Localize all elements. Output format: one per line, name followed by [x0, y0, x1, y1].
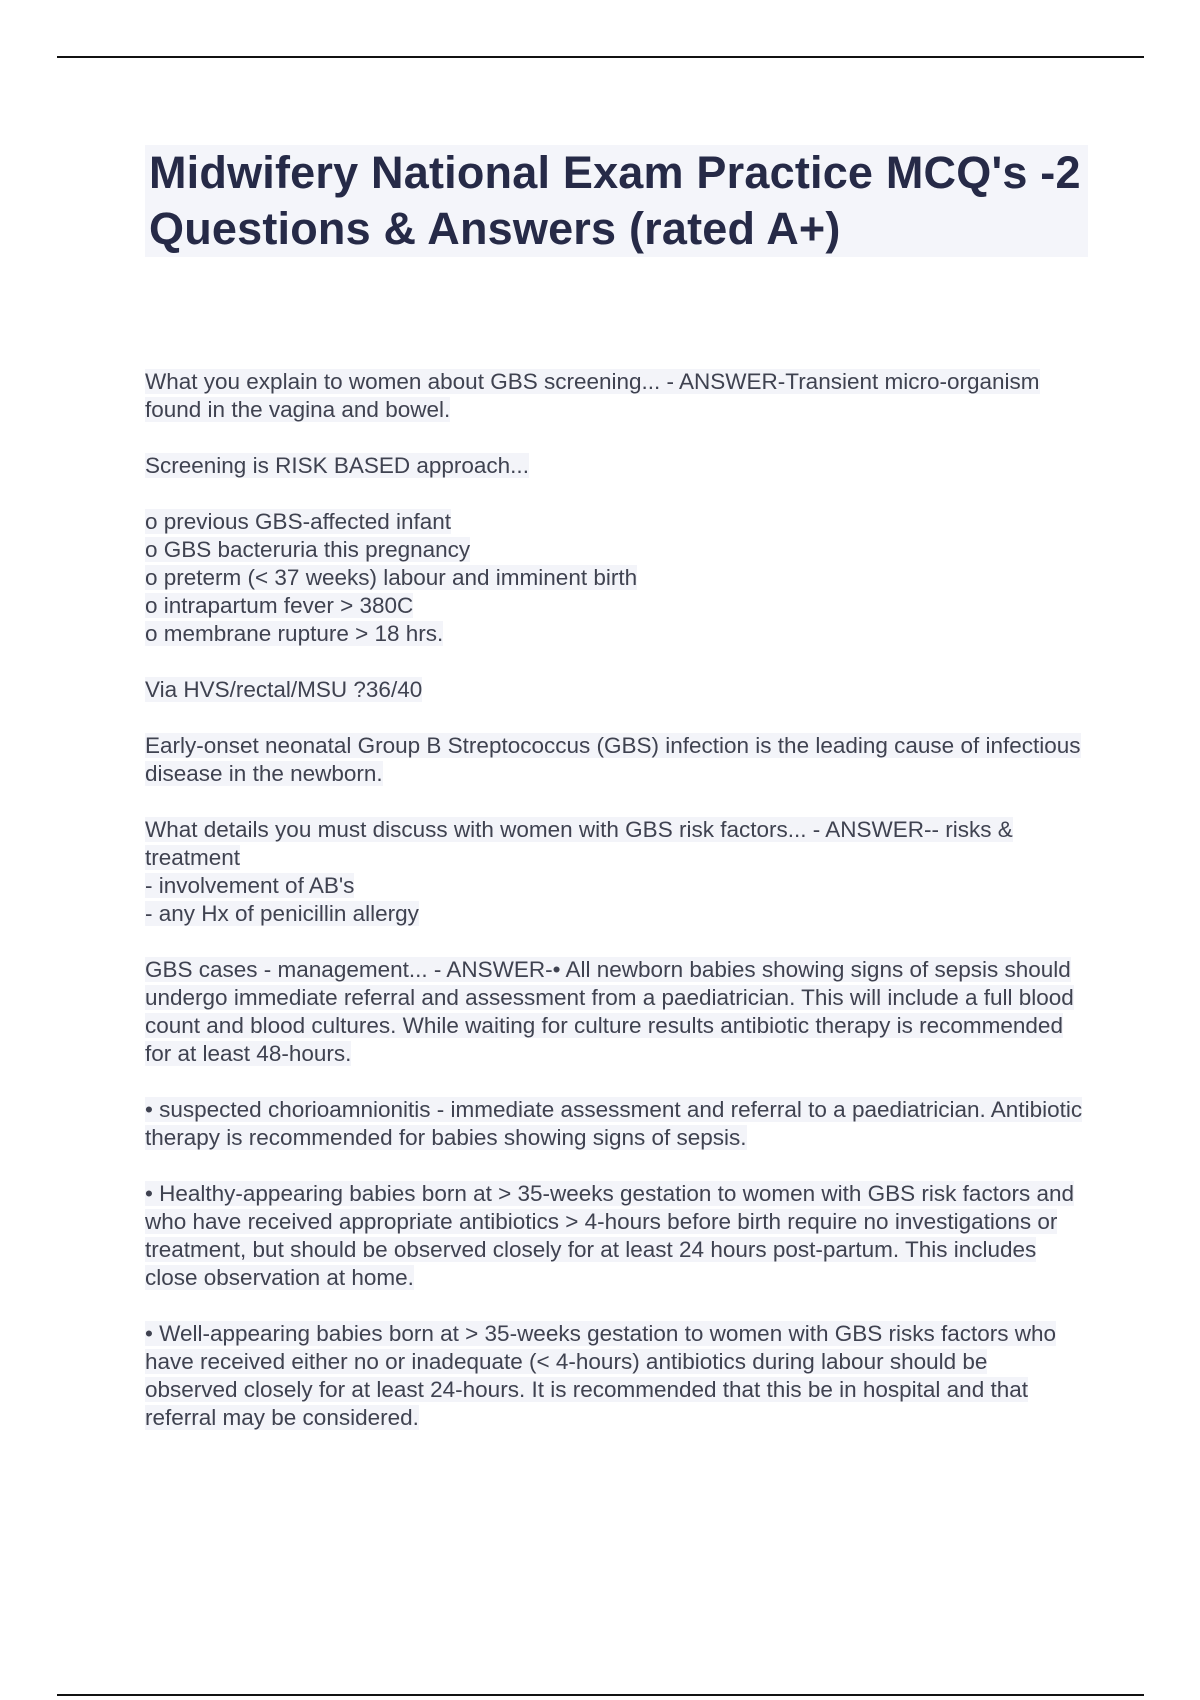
list-item-text: o previous GBS-affected infant	[145, 509, 452, 534]
title-block	[145, 145, 1088, 257]
list-item-text: o preterm (< 37 weeks) labour and imminent birth	[145, 565, 638, 590]
answer-text: GBS cases - management... - ANSWER-• All newborn babies showing signs of sepsis should undergo immediate referral and assessment from a paediatrician. This will include a full blood count and blood cultures. While waiting for culture results antibiotic therapy is recommended for at least 48-hours.	[145, 957, 1074, 1066]
paragraph-text: • Healthy-appearing babies born at > 35-weeks gestation to women with GBS risk factors and who have received appropriate antibiotics > 4-hours before birth require no investigations or treatment, but should be observed closely for at least 24 hours post-partum. This includes close observation at home.	[145, 1181, 1074, 1290]
paragraph	[145, 732, 1085, 788]
page-title: Midwifery National Exam Practice MCQ's -2 Questions & Answers (rated A+)	[149, 147, 1081, 254]
bottom-divider	[57, 1694, 1144, 1696]
risk-factor-list	[145, 508, 1085, 648]
list-item	[145, 508, 1085, 536]
list-item-text: o membrane rupture > 18 hrs.	[145, 621, 444, 646]
paragraph	[145, 452, 1085, 480]
paragraph-text: Screening is RISK BASED approach...	[145, 453, 529, 478]
answer-text: What details you must discuss with women with GBS risk factors... - ANSWER-- risks & treatment	[145, 817, 1013, 870]
paragraph-text: Early-onset neonatal Group B Streptococcus (GBS) infection is the leading cause of infectious disease in the newborn.	[145, 733, 1081, 786]
answer-text: What you explain to women about GBS screening... - ANSWER-Transient micro-organism found in the vagina and bowel.	[145, 369, 1040, 422]
paragraph-text: Via HVS/rectal/MSU ?36/40	[145, 677, 423, 702]
paragraph	[145, 1180, 1085, 1292]
top-divider	[57, 56, 1144, 58]
paragraph-text: • suspected chorioamnionitis - immediate assessment and referral to a paediatrician. Antibiotic therapy is recommended for babies showing signs of sepsis.	[145, 1097, 1083, 1150]
list-item-text: o GBS bacteruria this pregnancy	[145, 537, 471, 562]
list-item	[145, 564, 1085, 592]
paragraph-text: • Well-appearing babies born at > 35-weeks gestation to women with GBS risks factors who have received either no or inadequate (< 4-hours) antibiotics during labour should be observed closely for at least 24-hours. It is recommended that this be in hospital and that referral may be considered.	[145, 1321, 1057, 1430]
paragraph	[145, 816, 1085, 928]
list-item	[145, 620, 1085, 648]
list-item	[145, 536, 1085, 564]
paragraph	[145, 368, 1085, 424]
list-item	[145, 592, 1085, 620]
paragraph	[145, 1096, 1085, 1152]
paragraph	[145, 676, 1085, 704]
document-body	[145, 368, 1085, 1460]
answer-line: - involvement of AB's	[145, 873, 355, 898]
list-item-text: o intrapartum fever > 380C	[145, 593, 414, 618]
paragraph	[145, 1320, 1085, 1432]
paragraph	[145, 956, 1085, 1068]
answer-line: - any Hx of penicillin allergy	[145, 901, 419, 926]
